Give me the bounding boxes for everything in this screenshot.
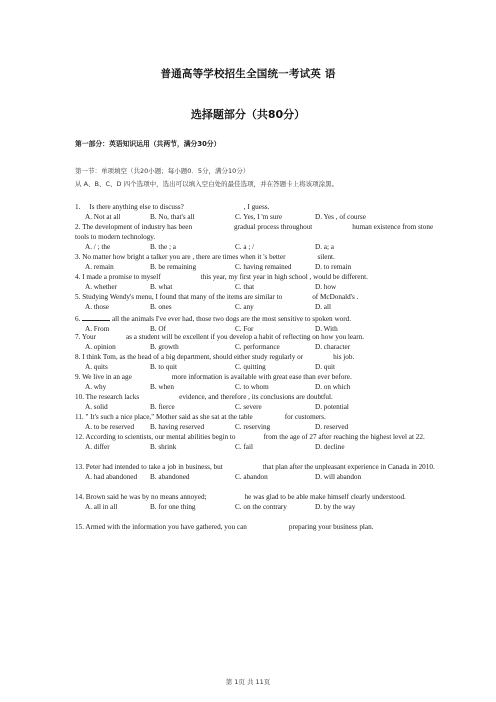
option-c: C. Yes, I 'm sure — [235, 212, 283, 221]
option-c: C. fail — [235, 442, 253, 451]
option-d: D. Yes , of course — [315, 212, 366, 221]
question-1 — [75, 203, 435, 223]
option-a: A. solid — [85, 402, 108, 411]
question-number: 7. — [75, 333, 81, 341]
question-number: 2. — [75, 223, 81, 231]
question-9 — [75, 373, 435, 393]
instructions: 从 A、B、C、D 四个选项中，选出可以填入空白处的最佳选项，并在答题卡上将该项涂黑。 — [75, 180, 339, 188]
option-d: D. a; a — [315, 242, 334, 251]
question-number: 12. — [75, 433, 84, 441]
option-a: A. differ — [85, 442, 110, 451]
option-b: B. shrink — [150, 442, 177, 451]
option-b: B. having reserved — [150, 422, 205, 431]
question-text: Brown said he was by no means annoyed; — [85, 493, 207, 501]
option-a: A. opinion — [85, 342, 116, 351]
question-number: 5. — [75, 293, 81, 301]
question-text: of McDonald's . — [312, 293, 359, 301]
question-2 — [75, 223, 435, 253]
exam-title: 普通高等学校招生全国统一考试英 语 — [160, 68, 336, 80]
question-text: evidence, and therefore , its conclusions are doubtful. — [179, 393, 333, 401]
option-a: A. whether — [85, 282, 117, 291]
option-a: A. why — [85, 382, 107, 391]
question-text: , I guess. — [243, 203, 270, 211]
question-number: 13. — [75, 463, 84, 471]
option-c: C. a ; / — [235, 242, 255, 251]
question-number: 11. — [75, 413, 84, 421]
question-text: Studying Wendy's menu, I found that many of the items are similar to — [82, 293, 283, 301]
question-text: The development of industry has been — [82, 223, 193, 231]
question-text: as a student will be excellent if you develop a habit of reflecting on how you learn. — [125, 333, 365, 341]
option-b: B. growth — [150, 342, 179, 351]
option-c: C. For — [235, 324, 254, 333]
question-number: 4. — [75, 273, 81, 281]
question-5 — [75, 293, 435, 313]
question-number: 10. — [75, 393, 84, 401]
option-d: D. character — [315, 342, 351, 351]
option-d: D. With — [315, 324, 338, 333]
question-number: 6. — [75, 315, 81, 323]
question-number: 8. — [75, 353, 81, 361]
option-c: C. to whom — [235, 382, 269, 391]
question-text: that plan after the unpleasant experience in Canada in 2010. — [262, 463, 435, 471]
question-text: gradual process throughout — [234, 223, 313, 231]
option-b: B. what — [150, 282, 173, 291]
question-text: he was glad to be able make himself clearly understood. — [244, 493, 406, 501]
option-c: C. quitting — [235, 362, 266, 371]
question-text: I think Tom, as the head of a big department, should either study regularly or — [82, 353, 304, 361]
question-text: for customers. — [284, 413, 326, 421]
question-13 — [75, 463, 435, 483]
question-14 — [75, 493, 435, 513]
question-text: According to scientists, our mental abilities begin to — [85, 433, 236, 441]
option-d: D. to remain — [315, 262, 352, 271]
question-number: 15. — [75, 523, 84, 531]
option-d: D. potential — [315, 402, 349, 411]
question-number: 1. — [75, 203, 81, 211]
option-b: B. when — [150, 382, 174, 391]
question-number: 14. — [75, 493, 84, 501]
question-number: 9. — [75, 373, 81, 381]
option-a: A. / ; the — [85, 242, 111, 251]
option-a: A. all in all — [85, 502, 118, 511]
option-b: B. ones — [150, 302, 172, 311]
question-text: human existence from stone tools to modern technology. — [75, 223, 434, 241]
option-b: B. No, that's all — [150, 212, 195, 221]
option-d: D. on which — [315, 382, 351, 391]
option-a: A. quits — [85, 362, 108, 371]
option-c: C. any — [235, 302, 254, 311]
option-c: C. reserving — [235, 422, 271, 431]
option-b: B. fierce — [150, 402, 175, 411]
page-footer: 第 1页 共 11页 — [225, 678, 271, 686]
option-a: A. had abandoned — [85, 472, 138, 481]
option-d: D. will abandon — [315, 472, 362, 481]
question-text: silent. — [317, 253, 335, 261]
question-12 — [75, 433, 435, 453]
question-4 — [75, 273, 435, 293]
option-a: A. to be reserved — [85, 422, 135, 431]
option-d: D. reserved — [315, 422, 349, 431]
option-d: D. how — [315, 282, 337, 291]
option-b: B. be remaining — [150, 262, 197, 271]
question-10 — [75, 393, 435, 413]
option-b: B. the ; a — [150, 242, 176, 251]
option-c: C. on the contrary — [235, 502, 287, 511]
option-c: C. that — [235, 282, 255, 291]
subsection-heading: 第一节：单项填空（共20小题；每小题0．5分，满分10分） — [75, 167, 250, 175]
option-c: C. having remained — [235, 262, 292, 271]
question-text: from the age of 27 after reaching the highest level at 22. — [263, 433, 425, 441]
question-8 — [75, 353, 435, 373]
option-d: D. all — [315, 302, 331, 311]
option-d: D. by the way — [315, 502, 356, 511]
question-text: The research lacks — [85, 393, 140, 401]
option-c: C. performance — [235, 342, 280, 351]
option-a: A. Not at all — [85, 212, 121, 221]
question-text: Is there anything else to discuss? — [89, 203, 184, 211]
option-b: B. for one thing — [150, 502, 196, 511]
option-a: A. From — [85, 324, 110, 333]
question-7 — [75, 333, 435, 353]
question-text: his job. — [333, 353, 355, 361]
option-b: B. to quit — [150, 362, 177, 371]
option-a: A. remain — [85, 262, 114, 271]
question-text: We live in an age — [82, 373, 132, 381]
option-d: D. decline — [315, 442, 345, 451]
question-text: " It's such a nice place," Mother said as she sat at the table — [85, 413, 253, 421]
section-title: 选择题部分（共80分） — [190, 108, 306, 121]
question-6 — [75, 313, 435, 335]
question-11 — [75, 413, 435, 433]
question-15 — [75, 523, 435, 533]
option-a: A. those — [85, 302, 109, 311]
question-number: 3. — [75, 253, 81, 261]
option-c: C. severe — [235, 402, 262, 411]
answer-blank — [82, 313, 110, 321]
question-text: I made a promise to myself — [82, 273, 161, 281]
question-text: preparing your business plan. — [288, 523, 374, 531]
question-text: this year, my first year in high school , would be different. — [200, 273, 368, 281]
question-text: Armed with the information you have gathered, you can — [85, 523, 247, 531]
option-b: B. Of — [150, 324, 166, 333]
part-heading: 第一部分：英语知识运用（共两节，满分30分） — [75, 140, 221, 148]
option-d: D. quit — [315, 362, 335, 371]
question-text: Your — [81, 333, 96, 341]
question-text: more information is available with great ease than ever before. — [171, 373, 352, 381]
option-c: C. abandon — [235, 472, 268, 481]
question-text: Peter had intended to take a job in business, but — [85, 463, 223, 471]
option-b: B. abandoned — [150, 472, 190, 481]
question-text: No matter how bright a talker you are , there are times when it 's better — [82, 253, 286, 261]
question-text: all the animals I've ever had, those two dogs are the most sensitive to spoken word. — [111, 315, 352, 323]
question-3 — [75, 253, 435, 273]
